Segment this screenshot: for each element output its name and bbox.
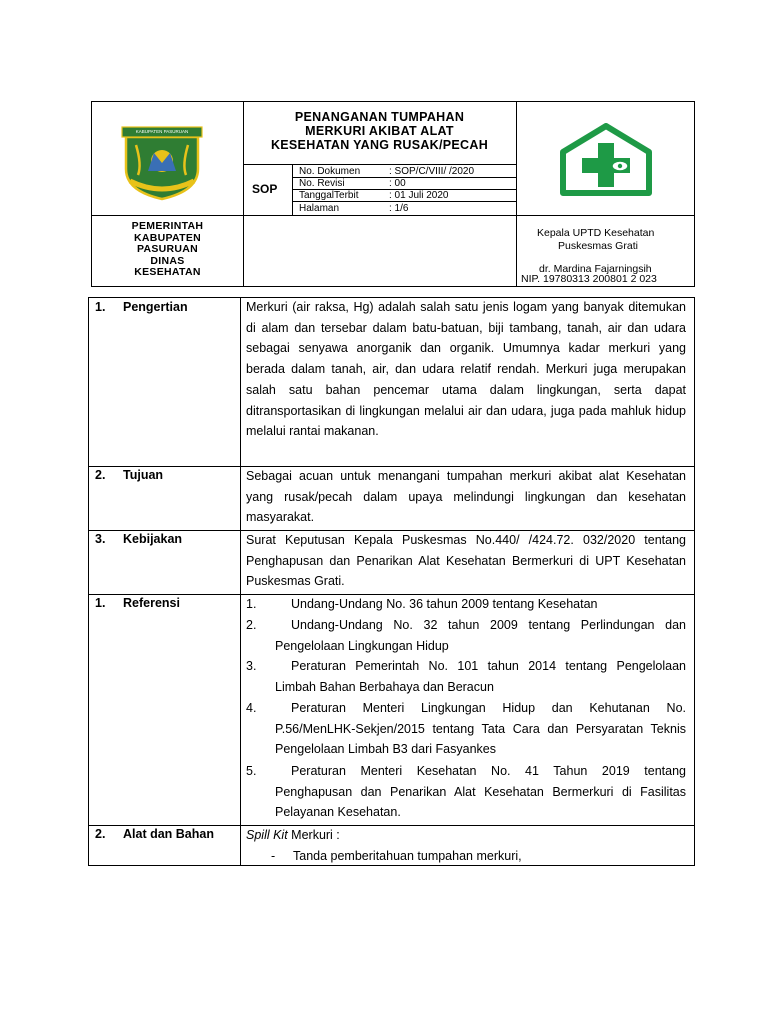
- bullet-dash: -: [271, 849, 276, 863]
- reference-item: [246, 761, 686, 823]
- title-line: KESEHATAN YANG RUSAK/PECAH: [270, 138, 489, 152]
- section-label-pengertian: Pengertian: [123, 300, 188, 314]
- signatory-office: Puskesmas Grati: [558, 240, 638, 252]
- section-text-pengertian: Merkuri (air raksa, Hg) adalah salah satu jenis logam yang banyak ditemukan di alam dan tersebar dalam batu-batuan, biji tambang, tanah, air dan udara sebagai senyawa anorganik dan organik. Umumnya kadar merkuri yang berada dalam tanah, air, dan udara relatif rendah. Merkuri juga merupakan salah satu bahan pencemar utama dalam lingkungan, serta dapat ditransportasikan di lingkungan melalui air dan udara, juga pada mahluk hidup melalui rantai makanan.: [246, 300, 686, 439]
- reference-text: Peraturan Menteri Kesehatan No. 41 Tahun 2019 tentang Penghapusan dan Penarikan Alat Kesehatan Bermerkuri di Fasilitas Pelayanan Kesehatan.: [275, 764, 686, 820]
- reference-number: 5.: [246, 764, 257, 778]
- section-label-tujuan: Tujuan: [123, 468, 164, 482]
- section-number: 1.: [95, 596, 106, 610]
- puskesmas-logo-icon: [558, 123, 654, 199]
- section-number: 2.: [95, 468, 106, 482]
- org-line: PEMERINTAH: [131, 220, 204, 232]
- reference-number: 1.: [246, 597, 257, 611]
- meta-value-dokumen: : SOP/C/VIII/ /2020: [389, 166, 475, 177]
- meta-label-revisi: No. Revisi: [299, 178, 345, 189]
- title-line: MERKURI AKIBAT ALAT: [305, 124, 454, 138]
- reference-text: Peraturan Pemerintah No. 101 tahun 2014 tentang Pengelolaan Limbah Bahan Berbahaya dan Beracun: [275, 659, 686, 694]
- section-text-tujuan: Sebagai acuan untuk menangani tumpahan merkuri akibat alat Kesehatan yang rusak/pecah dalam upaya melindungi lingkungan dan kesehatan masyarakat.: [246, 469, 686, 525]
- kabupaten-pasuruan-emblem: [118, 123, 206, 201]
- reference-item: [246, 615, 686, 656]
- meta-label-dokumen: No. Dokumen: [299, 166, 361, 177]
- reference-number: 4.: [246, 701, 257, 715]
- org-line: KESEHATAN: [134, 266, 201, 278]
- section-text-kebijakan: Surat Keputusan Kepala Puskesmas No.440/ /424.72. 032/2020 tentang Penghapusan dan Penarikan Alat Kesehatan Bermerkuri di UPT Kesehatan Puskesmas Grati.: [246, 533, 686, 589]
- title-line: PENANGANAN TUMPAHAN: [294, 110, 465, 124]
- reference-text: Undang-Undang No. 36 tahun 2009 tentang Kesehatan: [291, 597, 598, 611]
- section-label-kebijakan: Kebijakan: [123, 532, 183, 546]
- reference-number: 3.: [246, 659, 257, 673]
- signatory-name: dr. Mardina Fajarningsih: [539, 263, 652, 275]
- section-number: 1.: [95, 300, 106, 314]
- signatory-position: Kepala UPTD Kesehatan: [537, 227, 655, 239]
- bullet-text: Tanda pemberitahuan tumpahan merkuri,: [293, 849, 522, 863]
- alat-intro-rest: Merkuri :: [287, 828, 340, 842]
- alat-intro: [246, 825, 340, 846]
- section-label-alat-bahan: Alat dan Bahan: [123, 827, 214, 841]
- document-title: [243, 110, 516, 152]
- org-line: KABUPATEN: [133, 231, 202, 244]
- reference-item: [246, 594, 686, 615]
- reference-item: [246, 656, 686, 697]
- org-line: PASURUAN: [136, 243, 199, 255]
- reference-item: [246, 698, 686, 760]
- meta-label-halaman: Halaman: [299, 203, 340, 214]
- meta-value-halaman: : 1/6: [389, 203, 409, 214]
- meta-value-revisi: : 00: [389, 178, 406, 189]
- section-number: 2.: [95, 827, 106, 841]
- meta-value-tanggal: : 01 Juli 2020: [389, 190, 449, 201]
- emblem-banner-text: KABUPATEN PASURUAN: [135, 129, 189, 134]
- org-line: DINAS: [150, 254, 185, 267]
- reference-number: 2.: [246, 618, 257, 632]
- meta-label-tanggal: TanggalTerbit: [299, 190, 359, 201]
- organization-name: [92, 221, 243, 279]
- sop-label: SOP: [252, 182, 278, 196]
- reference-text: Undang-Undang No. 32 tahun 2009 tentang Perlindungan dan Pengelolaan Lingkungan Hidup: [275, 618, 686, 653]
- reference-text: Peraturan Menteri Lingkungan Hidup dan Kehutanan No. P.56/MenLHK-Sekjen/2015 tentang Tata Cara dan Persyaratan Teknis Pengelolaan Limbah B3 dari Fasyankes: [275, 701, 686, 757]
- signatory-nip: NIP. 19780313 200801 2 023: [521, 273, 657, 285]
- section-label-referensi: Referensi: [123, 596, 180, 610]
- spill-kit-term: Spill Kit: [246, 828, 288, 842]
- section-number: 3.: [95, 532, 106, 546]
